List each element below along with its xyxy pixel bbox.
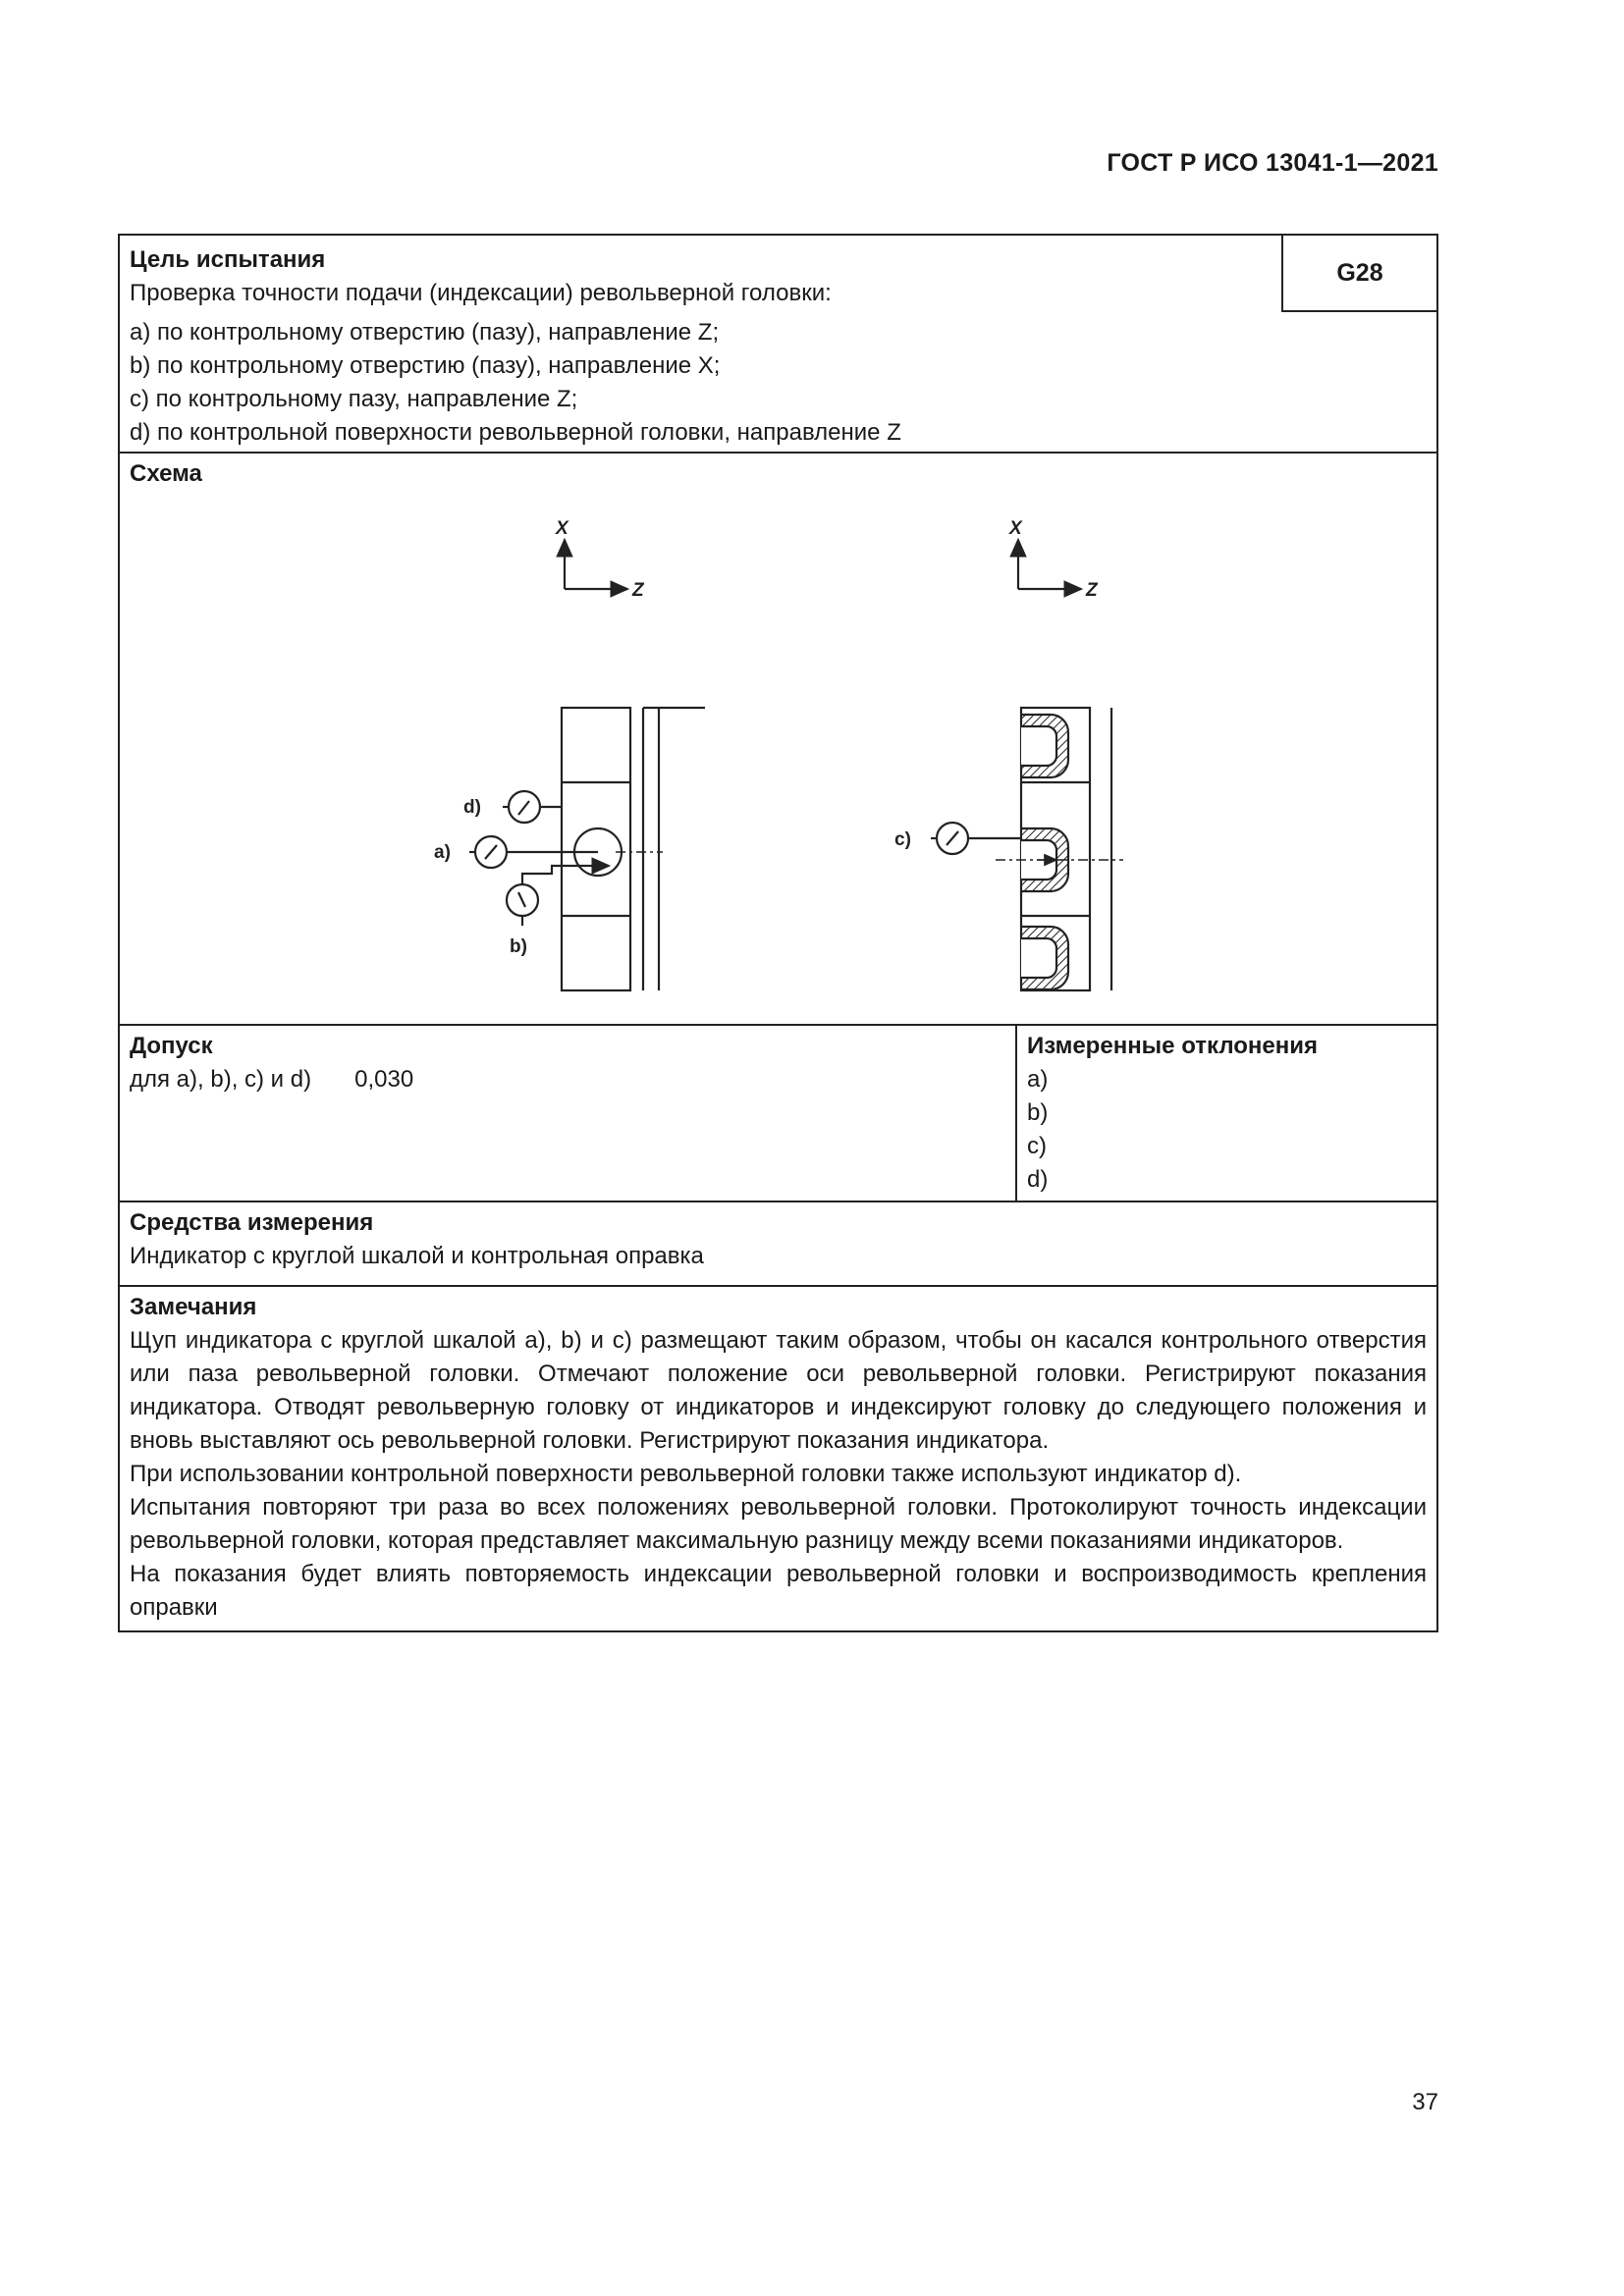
- axes-left: [555, 454, 645, 601]
- scheme-heading: Схема: [130, 460, 202, 487]
- axis-z-label: Z: [632, 580, 644, 601]
- turret-left: [562, 708, 705, 990]
- turret-right: [996, 708, 1123, 990]
- label-d: d): [463, 797, 481, 818]
- measured-heading: Измеренные отклонения: [1027, 1033, 1319, 1059]
- tolerance-heading: Допуск: [130, 1033, 213, 1059]
- notes-paragraph: Щуп индикатора с круглой шкалой a), b) и c) размещают таким образом, чтобы он касался контрольного отверстия или паза револьверной головки. Отмечают положение оси револьверной головки. Регистрируют показания индикатора. Отводят револьверную головку от индикаторов и индексируют головку до следующего положения и вновь выставляют ось револьверной головки. Регистрируют показания индикатора.: [130, 1327, 1427, 1454]
- indicator-c: [894, 823, 1021, 854]
- label-c: c): [894, 829, 911, 850]
- test-table: [118, 234, 1438, 1632]
- measured-item: a): [1027, 1066, 1049, 1093]
- label-b: b): [510, 936, 527, 957]
- scheme-diagram: [120, 454, 1436, 1024]
- page-number: 37: [1412, 2089, 1438, 2115]
- purpose-item: a) по контрольному отверстию (пазу), направление Z;: [130, 319, 720, 346]
- notes-paragraph: На показания будет влиять повторяемость индексации револьверной головки и воспроизводимость крепления оправки: [130, 1561, 1427, 1621]
- purpose-intro: Проверка точности подачи (индексации) револьверной головки:: [130, 280, 832, 306]
- purpose-item: b) по контрольному отверстию (пазу), направление X;: [130, 352, 721, 379]
- purpose-heading: Цель испытания: [130, 246, 326, 273]
- measured-item: c): [1027, 1133, 1047, 1159]
- tolerance-value: 0,030: [354, 1066, 414, 1093]
- tolerance-label: для a), b), c) и d): [130, 1066, 312, 1093]
- measured-item: d): [1027, 1166, 1049, 1193]
- tools-text: Индикатор с круглой шкалой и контрольная оправка: [130, 1243, 704, 1269]
- notes-heading: Замечания: [130, 1294, 257, 1320]
- purpose-section: [120, 236, 1436, 454]
- tools-heading: Средства измерения: [130, 1209, 374, 1236]
- indicator-a: [434, 836, 598, 868]
- purpose-item: d) по контрольной поверхности револьверной головки, направление Z: [130, 419, 901, 446]
- notes-section: [120, 1287, 1436, 1630]
- purpose-item: c) по контрольному пазу, направление Z;: [130, 386, 578, 412]
- indicator-d: [463, 791, 562, 823]
- indicator-b: [507, 866, 591, 957]
- axis-z-label: Z: [1086, 580, 1098, 601]
- tolerance-section: [120, 1026, 1436, 1202]
- notes-paragraph: Испытания повторяют три раза во всех положениях револьверной головки. Протоколируют точность индексации револьверной головки, которая представляет максимальную разницу между всеми показаниями индикаторов.: [130, 1494, 1427, 1554]
- axis-x-label: X: [556, 518, 568, 539]
- axes-right: [1008, 518, 1099, 601]
- tools-section: [120, 1202, 1436, 1287]
- notes-paragraph: При использовании контрольной поверхности револьверной головки также используют индикатор d).: [130, 1461, 1242, 1487]
- test-code: G28: [1281, 236, 1436, 312]
- standard-title: ГОСТ Р ИСО 13041-1—2021: [1107, 149, 1438, 177]
- measured-item: b): [1027, 1099, 1049, 1126]
- label-a: a): [434, 842, 451, 863]
- scheme-section: [120, 454, 1436, 1026]
- axis-x-label: X: [1009, 518, 1022, 539]
